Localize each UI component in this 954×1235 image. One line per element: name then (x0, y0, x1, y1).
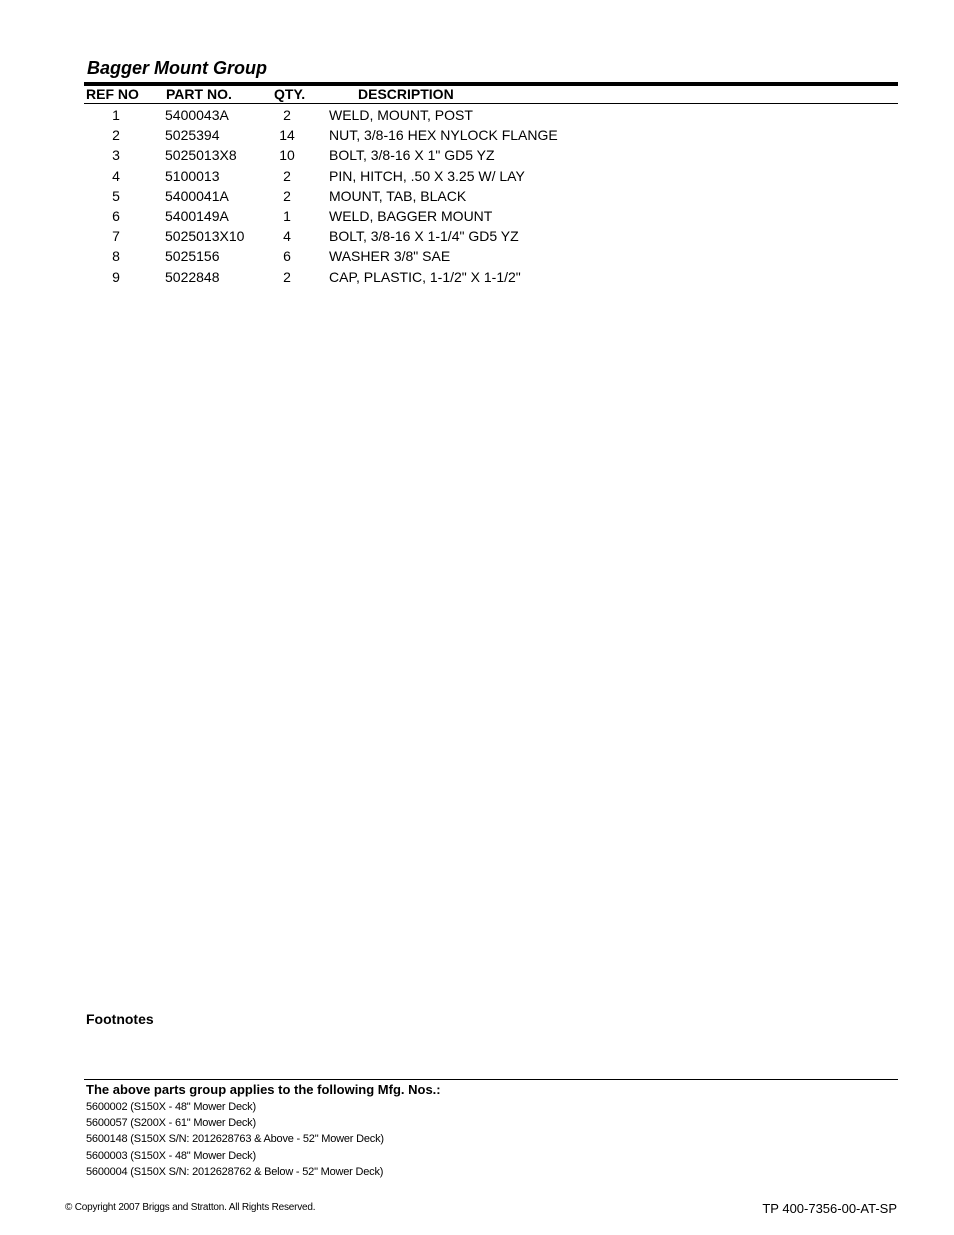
cell-part-no: 5022848 (165, 268, 220, 285)
cell-qty: 4 (283, 228, 291, 245)
footnotes-heading: Footnotes (86, 1011, 154, 1027)
cell-qty: 14 (279, 127, 295, 144)
cell-qty: 2 (283, 187, 291, 204)
cell-description: WELD, BAGGER MOUNT (329, 207, 493, 224)
cell-ref-no: 1 (112, 107, 120, 123)
mfg-heading: The above parts group applies to the following Mfg. Nos.: (86, 1082, 441, 1097)
cell-ref-no: 5 (112, 187, 120, 204)
cell-qty: 2 (283, 268, 291, 285)
cell-part-no: 5400149A (165, 207, 229, 224)
mfg-item: 5600148 (S150X S/N: 2012628763 & Above - 52" Mower Deck) (86, 1133, 384, 1146)
table-row (84, 147, 898, 167)
page-title: Bagger Mount Group (87, 58, 267, 78)
parts-table-body (84, 107, 898, 289)
cell-description: WELD, MOUNT, POST (329, 107, 473, 123)
table-row (84, 228, 898, 248)
table-row (84, 248, 898, 268)
mfg-item: 5600002 (S150X - 48" Mower Deck) (86, 1101, 256, 1113)
cell-part-no: 5400041A (165, 187, 229, 204)
mfg-item: 5600057 (S200X - 61" Mower Deck) (86, 1117, 256, 1130)
table-row (84, 188, 898, 208)
header-divider-thin (84, 103, 898, 104)
cell-part-no: 5100013 (165, 167, 220, 184)
cell-qty: 10 (279, 147, 295, 164)
table-row (84, 208, 898, 228)
cell-description: BOLT, 3/8-16 X 1" GD5 YZ (329, 147, 495, 164)
cell-description: NUT, 3/8-16 HEX NYLOCK FLANGE (329, 127, 558, 144)
cell-part-no: 5400043A (165, 107, 229, 123)
cell-qty: 1 (283, 207, 291, 224)
cell-part-no: 5025013X10 (165, 228, 245, 245)
cell-qty: 2 (283, 167, 291, 184)
cell-ref-no: 2 (112, 127, 120, 144)
cell-qty: 2 (283, 107, 291, 123)
table-row (84, 107, 898, 127)
mfg-item: 5600003 (S150X - 48" Mower Deck) (86, 1149, 256, 1162)
col-header-qty: QTY. (274, 86, 306, 102)
mfg-item: 5600004 (S150X S/N: 2012628762 & Below - 52" Mower Deck) (86, 1165, 384, 1178)
cell-description: CAP, PLASTIC, 1-1/2" X 1-1/2" (329, 268, 521, 285)
cell-description: MOUNT, TAB, BLACK (329, 187, 467, 204)
cell-ref-no: 7 (112, 228, 120, 245)
cell-description: PIN, HITCH, .50 X 3.25 W/ LAY (329, 167, 525, 184)
cell-ref-no: 9 (112, 268, 120, 285)
col-header-ref-no: REF NO (86, 86, 139, 102)
mfg-divider (84, 1079, 898, 1080)
table-row (84, 168, 898, 188)
cell-ref-no: 8 (112, 248, 120, 265)
table-row (84, 127, 898, 147)
cell-qty: 6 (283, 248, 291, 265)
document-code: TP 400-7356-00-AT-SP (762, 1201, 897, 1216)
table-row (84, 269, 898, 289)
cell-part-no: 5025013X8 (165, 147, 237, 164)
mfg-list (86, 1100, 384, 1181)
cell-part-no: 5025394 (165, 127, 220, 144)
cell-part-no: 5025156 (165, 248, 220, 265)
cell-ref-no: 4 (112, 167, 120, 184)
col-header-part-no: PART NO. (166, 86, 232, 102)
cell-ref-no: 6 (112, 207, 120, 224)
cell-ref-no: 3 (112, 147, 120, 164)
col-header-description: DESCRIPTION (358, 86, 454, 102)
parts-table-header (84, 86, 898, 103)
cell-description: BOLT, 3/8-16 X 1-1/4" GD5 YZ (329, 228, 519, 245)
cell-description: WASHER 3/8" SAE (329, 248, 451, 265)
copyright-notice: © Copyright 2007 Briggs and Stratton. All Rights Reserved. (65, 1202, 316, 1213)
